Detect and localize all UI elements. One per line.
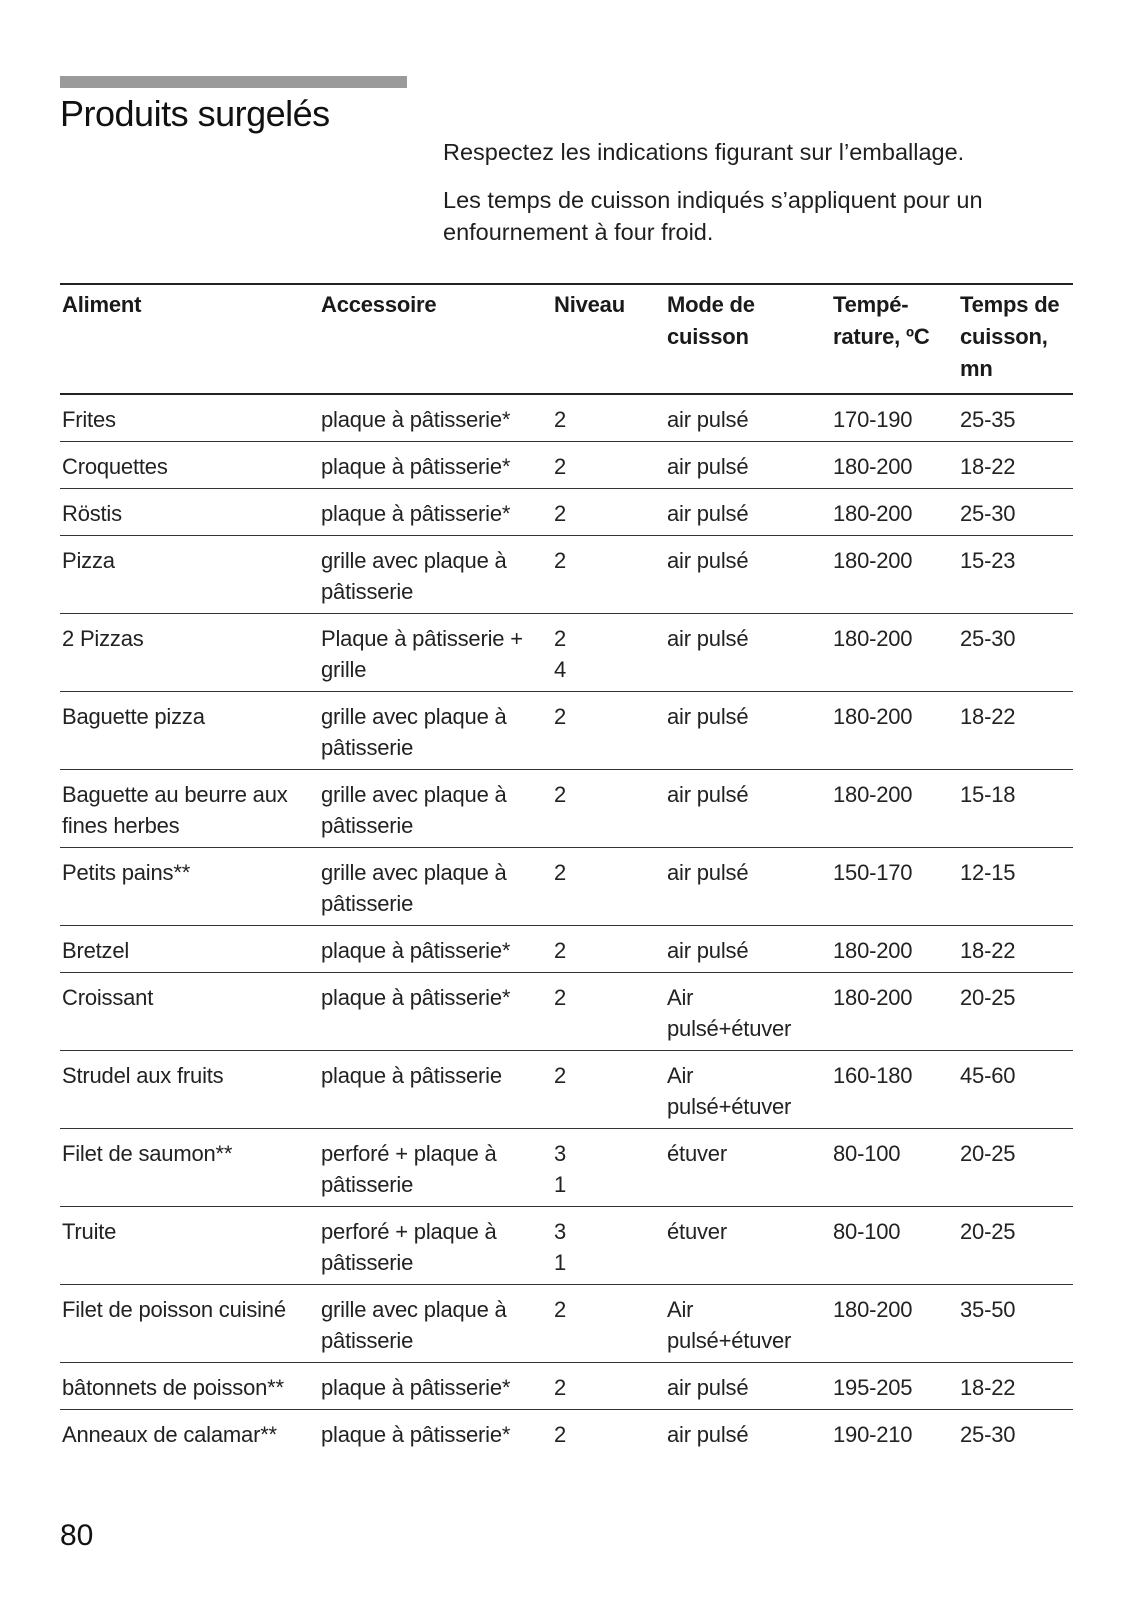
cell-mode: air pulsé: [649, 926, 815, 973]
cell-mode: air pulsé: [649, 770, 815, 848]
cell-accessoire: grille avec plaque à pâtisserie: [303, 848, 536, 926]
cell-mode: air pulsé: [649, 614, 815, 692]
header-accessoire: Accessoire: [303, 283, 536, 395]
cell-niveau: 2: [536, 1410, 649, 1456]
cell-mode: air pulsé: [649, 1363, 815, 1410]
cell-aliment: Baguette au beurre aux fines herbes: [60, 770, 303, 848]
cell-niveau: 2 4: [536, 614, 649, 692]
cell-mode: air pulsé: [649, 536, 815, 614]
table-row: [60, 926, 1073, 973]
cell-temps: 18-22: [942, 1363, 1073, 1410]
cell-accessoire: plaque à pâtisserie*: [303, 1363, 536, 1410]
table-row: [60, 1129, 1073, 1207]
cell-temperature: 180-200: [815, 489, 942, 536]
cell-mode: Air pulsé+étuver: [649, 1051, 815, 1129]
cell-aliment: Croquettes: [60, 442, 303, 489]
cell-niveau: 3 1: [536, 1207, 649, 1285]
table-row: [60, 973, 1073, 1051]
table-row: [60, 770, 1073, 848]
cell-temps: 45-60: [942, 1051, 1073, 1129]
cell-accessoire: perforé + plaque à pâtisserie: [303, 1129, 536, 1207]
cell-aliment: 2 Pizzas: [60, 614, 303, 692]
cell-aliment: Anneaux de calamar**: [62, 1422, 277, 1447]
cell-accessoire: perforé + plaque à pâtisserie: [303, 1207, 536, 1285]
cell-temps: 18-22: [942, 926, 1073, 973]
cell-mode: air pulsé: [649, 692, 815, 770]
table-row: [60, 536, 1073, 614]
cell-accessoire: Plaque à pâtisserie + grille: [303, 614, 536, 692]
table-row: [60, 848, 1073, 926]
table-row: [60, 614, 1073, 692]
cell-temperature: 160-180: [815, 1051, 942, 1129]
cell-niveau: 2: [536, 395, 649, 442]
cell-accessoire: grille avec plaque à pâtisserie: [303, 536, 536, 614]
table-body: [60, 395, 1073, 1456]
page-number: 80: [60, 1519, 94, 1552]
cell-mode: air pulsé: [649, 489, 815, 536]
cell-aliment: Baguette pizza: [60, 692, 303, 770]
cell-temps: 25-30: [942, 1410, 1073, 1456]
cell-temperature: 170-190: [815, 395, 942, 442]
cell-accessoire: plaque à pâtisserie*: [303, 1410, 536, 1456]
header-temperature: Tempé- rature, ºC: [815, 283, 942, 395]
cell-aliment: Strudel aux fruits: [60, 1051, 303, 1129]
cell-niveau: 2: [536, 1051, 649, 1129]
cell-temps: 18-22: [942, 692, 1073, 770]
cell-aliment: Röstis: [60, 489, 303, 536]
table-row: [60, 395, 1073, 442]
table-header-row: [60, 283, 1073, 395]
cell-aliment: Petits pains**: [60, 848, 303, 926]
table-row: [60, 1285, 1073, 1363]
cell-aliment: Truite: [60, 1207, 303, 1285]
cell-mode: air pulsé: [649, 1410, 815, 1456]
cell-niveau: 3 1: [536, 1129, 649, 1207]
cell-niveau: 2: [536, 489, 649, 536]
cell-aliment: Frites: [60, 395, 303, 442]
cell-niveau: 2: [536, 536, 649, 614]
section-bar: [60, 76, 407, 88]
cell-accessoire: plaque à pâtisserie*: [303, 489, 536, 536]
cell-temps: 35-50: [942, 1285, 1073, 1363]
cell-aliment: Croissant: [60, 973, 303, 1051]
cell-temperature: 80-100: [815, 1207, 942, 1285]
cell-aliment: Filet de saumon**: [60, 1129, 303, 1207]
table-row: [60, 1363, 1073, 1410]
cell-temperature: 180-200: [815, 1285, 942, 1363]
cell-niveau: 2: [536, 1285, 649, 1363]
page-title: Produits surgelés: [60, 93, 330, 134]
cell-mode: air pulsé: [649, 395, 815, 442]
intro-paragraph-packaging: Respectez les indications figurant sur l’emballage.: [443, 139, 965, 165]
cell-aliment: bâtonnets de poisson**: [60, 1363, 303, 1410]
table-row: [60, 692, 1073, 770]
cell-accessoire: plaque à pâtisserie*: [303, 973, 536, 1051]
table-row: [60, 1410, 1073, 1456]
cell-temps: 15-18: [942, 770, 1073, 848]
cell-accessoire: grille avec plaque à pâtisserie: [303, 1285, 536, 1363]
cell-accessoire: plaque à pâtisserie*: [303, 395, 536, 442]
header-temps-cuisson: Temps de cuisson, mn: [942, 283, 1073, 395]
cell-temperature: 180-200: [815, 614, 942, 692]
cell-aliment: Filet de poisson cuisiné: [60, 1285, 303, 1363]
cell-mode: air pulsé: [649, 442, 815, 489]
cell-accessoire: plaque à pâtisserie: [303, 1051, 536, 1129]
table-row: [60, 442, 1073, 489]
cell-niveau: 2: [536, 848, 649, 926]
cell-temperature: 190-210: [815, 1410, 942, 1456]
cell-niveau: 2: [536, 770, 649, 848]
cell-temperature: 180-200: [815, 926, 942, 973]
cell-temperature: 180-200: [815, 770, 942, 848]
cell-mode: Air pulsé+étuver: [649, 1285, 815, 1363]
intro-paragraph-cold-oven: Les temps de cuisson indiqués s’appliquent pour un enfournement à four froid.: [443, 187, 983, 245]
cell-temps: 20-25: [942, 1129, 1073, 1207]
cell-temps: 18-22: [942, 442, 1073, 489]
cell-mode: étuver: [649, 1129, 815, 1207]
cell-niveau: 2: [536, 692, 649, 770]
cell-temps: 15-23: [942, 536, 1073, 614]
intro-text: [443, 136, 1083, 264]
cell-mode: Air pulsé+étuver: [649, 973, 815, 1051]
cell-niveau: 2: [536, 1363, 649, 1410]
cell-temperature: 80-100: [815, 1129, 942, 1207]
frozen-products-table: [60, 283, 1073, 1456]
cell-temps: 25-30: [942, 489, 1073, 536]
cell-temperature: 195-205: [815, 1363, 942, 1410]
table-row: [60, 1207, 1073, 1285]
cell-temperature: 180-200: [815, 973, 942, 1051]
header-niveau: Niveau: [536, 283, 649, 395]
cell-niveau: 2: [536, 926, 649, 973]
cell-temperature: 180-200: [815, 442, 942, 489]
header-aliment: Aliment: [60, 283, 303, 395]
table-row: [60, 1051, 1073, 1129]
cell-temps: 12-15: [942, 848, 1073, 926]
cell-aliment: Pizza: [60, 536, 303, 614]
cell-temps: 25-30: [942, 614, 1073, 692]
cell-mode: air pulsé: [649, 848, 815, 926]
cell-aliment: Bretzel: [60, 926, 303, 973]
cell-mode: étuver: [649, 1207, 815, 1285]
header-mode-cuisson: Mode de cuisson: [649, 283, 815, 395]
cell-accessoire: grille avec plaque à pâtisserie: [303, 692, 536, 770]
cell-niveau: 2: [536, 442, 649, 489]
cell-niveau: 2: [536, 973, 649, 1051]
cell-accessoire: plaque à pâtisserie*: [303, 442, 536, 489]
cell-temperature: 180-200: [815, 692, 942, 770]
cell-temps: 20-25: [942, 1207, 1073, 1285]
cell-temperature: 180-200: [815, 536, 942, 614]
cell-temps: 25-35: [942, 395, 1073, 442]
cell-temps: 20-25: [942, 973, 1073, 1051]
cell-accessoire: grille avec plaque à pâtisserie: [303, 770, 536, 848]
cell-temperature: 150-170: [815, 848, 942, 926]
table-row: [60, 489, 1073, 536]
cell-accessoire: plaque à pâtisserie*: [303, 926, 536, 973]
